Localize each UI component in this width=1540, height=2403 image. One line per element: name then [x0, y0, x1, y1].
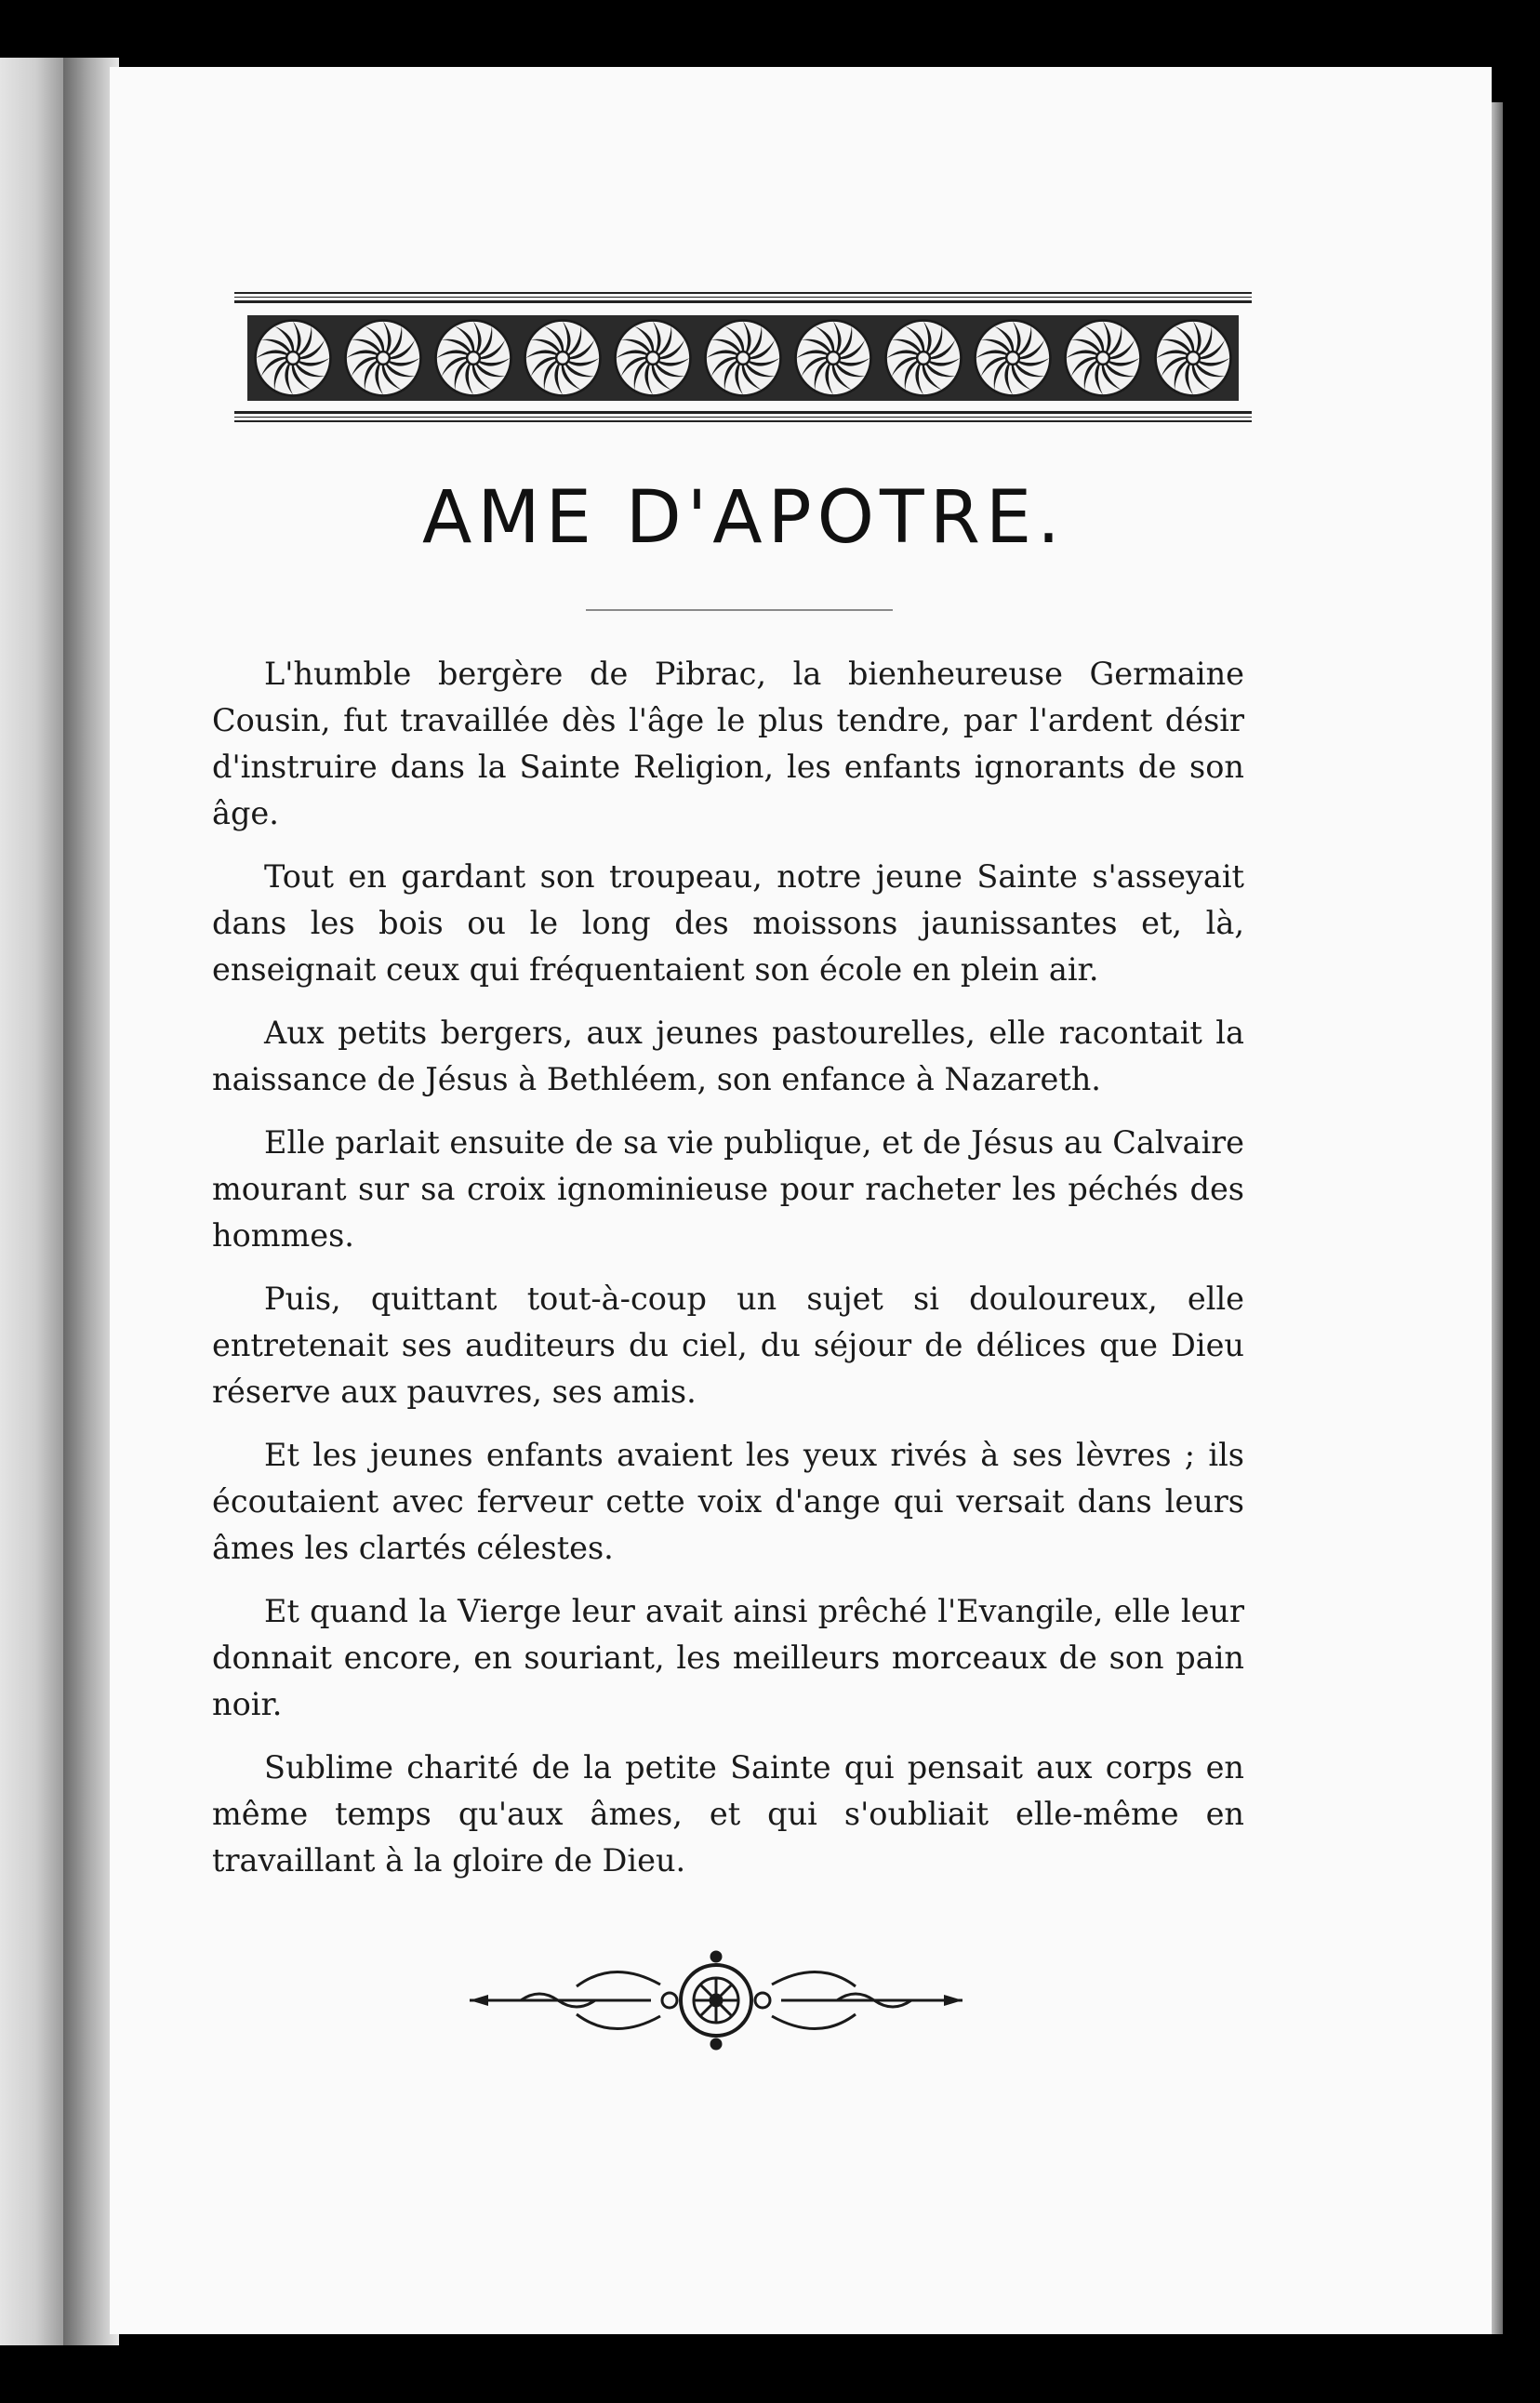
rosette-row: [247, 315, 1239, 401]
chapter-title: AME D'APOTRE.: [422, 476, 1066, 560]
paragraph: Elle parlait ensuite de sa vie publique, et de Jésus au Calvaire mourant sur sa croix ignominieuse pour racheter les péchés des hommes.: [212, 1124, 1244, 1254]
paragraph: Et quand la Vierge leur avait ainsi prêché l'Evangile, elle leur donnait encore, en souriant, les meilleurs morceaux de son pain noir.: [212, 1593, 1244, 1722]
rosette-icon: [973, 318, 1053, 398]
paragraph: Puis, quittant tout-à-coup un sujet si douloureux, elle entretenait ses auditeurs du ciel, du séjour de délices que Dieu réserve aux pauvres, ses amis.: [212, 1281, 1244, 1410]
paragraph: Aux petits bergers, aux jeunes pastourelles, elle racontait la naissance de Jésus à Bethléem, son enfance à Nazareth.: [212, 1015, 1244, 1097]
rosette-icon: [343, 318, 423, 398]
rosette-icon: [253, 318, 333, 398]
rosette-icon: [523, 318, 603, 398]
band-bottom-rules: [234, 411, 1252, 424]
band-top-rules: [234, 292, 1252, 305]
paragraph: Sublime charité de la petite Sainte qui pensait aux corps en même temps qu'aux âmes, et qui s'oubliait elle-même en travaillant à la gloire de Dieu.: [212, 1749, 1244, 1879]
previous-page-edge: [0, 58, 65, 2345]
rosette-icon: [613, 318, 693, 398]
rosette-band-icon: [234, 292, 1252, 431]
paragraph: Et les jeunes enfants avaient les yeux rivés à ses lèvres ; ils écoutaient avec ferveur cette voix d'ange qui versait dans leurs âmes les clartés célestes.: [212, 1437, 1244, 1566]
paragraph: L'humble bergère de Pibrac, la bienheureuse Germaine Cousin, fut travaillée dès l'âge le plus tendre, par l'ardent désir d'instruire dans la Sainte Religion, les enfants ignorants de son âge.: [212, 656, 1244, 831]
rosette-icon: [793, 318, 873, 398]
rosette-icon: [433, 318, 513, 398]
flourish-icon: [465, 1949, 967, 2051]
rosette-icon: [1063, 318, 1143, 398]
title-underline: [586, 609, 893, 611]
rosette-icon: [883, 318, 963, 398]
paragraph: Tout en gardant son troupeau, notre jeune Sainte s'asseyait dans les bois ou le long des moissons jaunissantes et, là, enseignait ceux qui fréquentaient son école en plein air.: [212, 858, 1244, 988]
chapter-body: [212, 651, 1244, 1901]
rosette-icon: [1153, 318, 1233, 398]
rosette-icon: [703, 318, 783, 398]
